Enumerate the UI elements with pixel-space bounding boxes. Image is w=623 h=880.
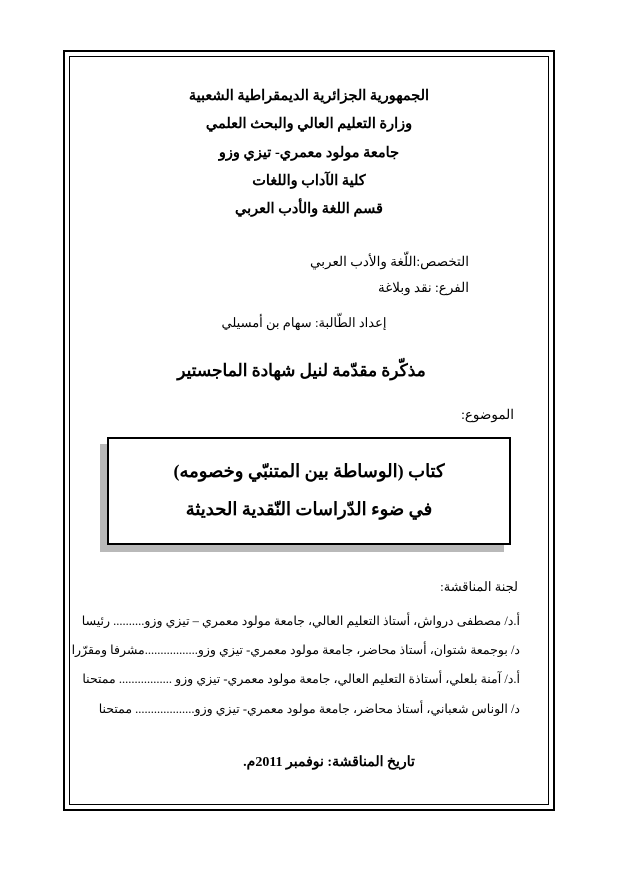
thesis-title-line-1: كتاب (الوساطة بين المتنبّي وخصومه) bbox=[173, 460, 445, 481]
header-line-department: قسم اللغة والأدب العربي bbox=[235, 201, 383, 218]
jury-section-title: لجنة المناقشة: bbox=[440, 578, 518, 594]
specialization-line: التخصص:اللّغة والأدب العربي bbox=[309, 254, 469, 270]
jury-member-2: د/ بوجمعة شتوان، أستاذ محاضر، جامعة مولود معمري- تيزي وزو.................مشرفا ومقرّرا bbox=[71, 642, 520, 657]
thesis-title-box bbox=[107, 437, 511, 545]
thesis-title-line-2: في ضوء الدّراسات النّقدية الحديثة bbox=[185, 498, 433, 519]
header-line-ministry: وزارة التعليم العالي والبحث العلمي bbox=[205, 116, 413, 133]
header-line-faculty: كلية الآداب واللغات bbox=[252, 172, 366, 189]
header-line-university: جامعة مولود معمري- تيزي وزو bbox=[218, 144, 400, 161]
thesis-title-box-wrap bbox=[107, 437, 511, 545]
header-line-republic: الجمهورية الجزائرية الديمقراطية الشعبية bbox=[188, 88, 430, 104]
jury-member-4: د/ الوناس شعباني، أستاذ محاضر، جامعة مولود معمري- تيزي وزو................... ممتحنا bbox=[98, 701, 520, 716]
thesis-statement: مذكّرة مقدّمة لنيل شهادة الماجستير bbox=[177, 360, 426, 380]
institution-header bbox=[94, 82, 524, 223]
specialization-block bbox=[94, 249, 524, 300]
subject-label: الموضوع: bbox=[461, 406, 514, 422]
branch-line: الفرع: نقد وبلاغة bbox=[378, 279, 469, 295]
jury-member-1: أ.د/ مصطفى درواش، أستاذ التعليم العالي، جامعة مولود معمري – تيزي وزو.......... رئيسا bbox=[81, 613, 520, 628]
title-page-content bbox=[71, 62, 542, 799]
jury-section bbox=[71, 578, 524, 725]
jury-member-3: أ.د/ آمنة بلعلي، أستاذة التعليم العالي، جامعة مولود معمري- تيزي وزو ................. ممتحنا bbox=[82, 672, 520, 687]
student-line: إعداد الطّالبة: سهام بن أمسيلي bbox=[221, 314, 387, 330]
defense-date: تاريخ المناقشة: نوفمبر 2011م. bbox=[243, 755, 415, 771]
